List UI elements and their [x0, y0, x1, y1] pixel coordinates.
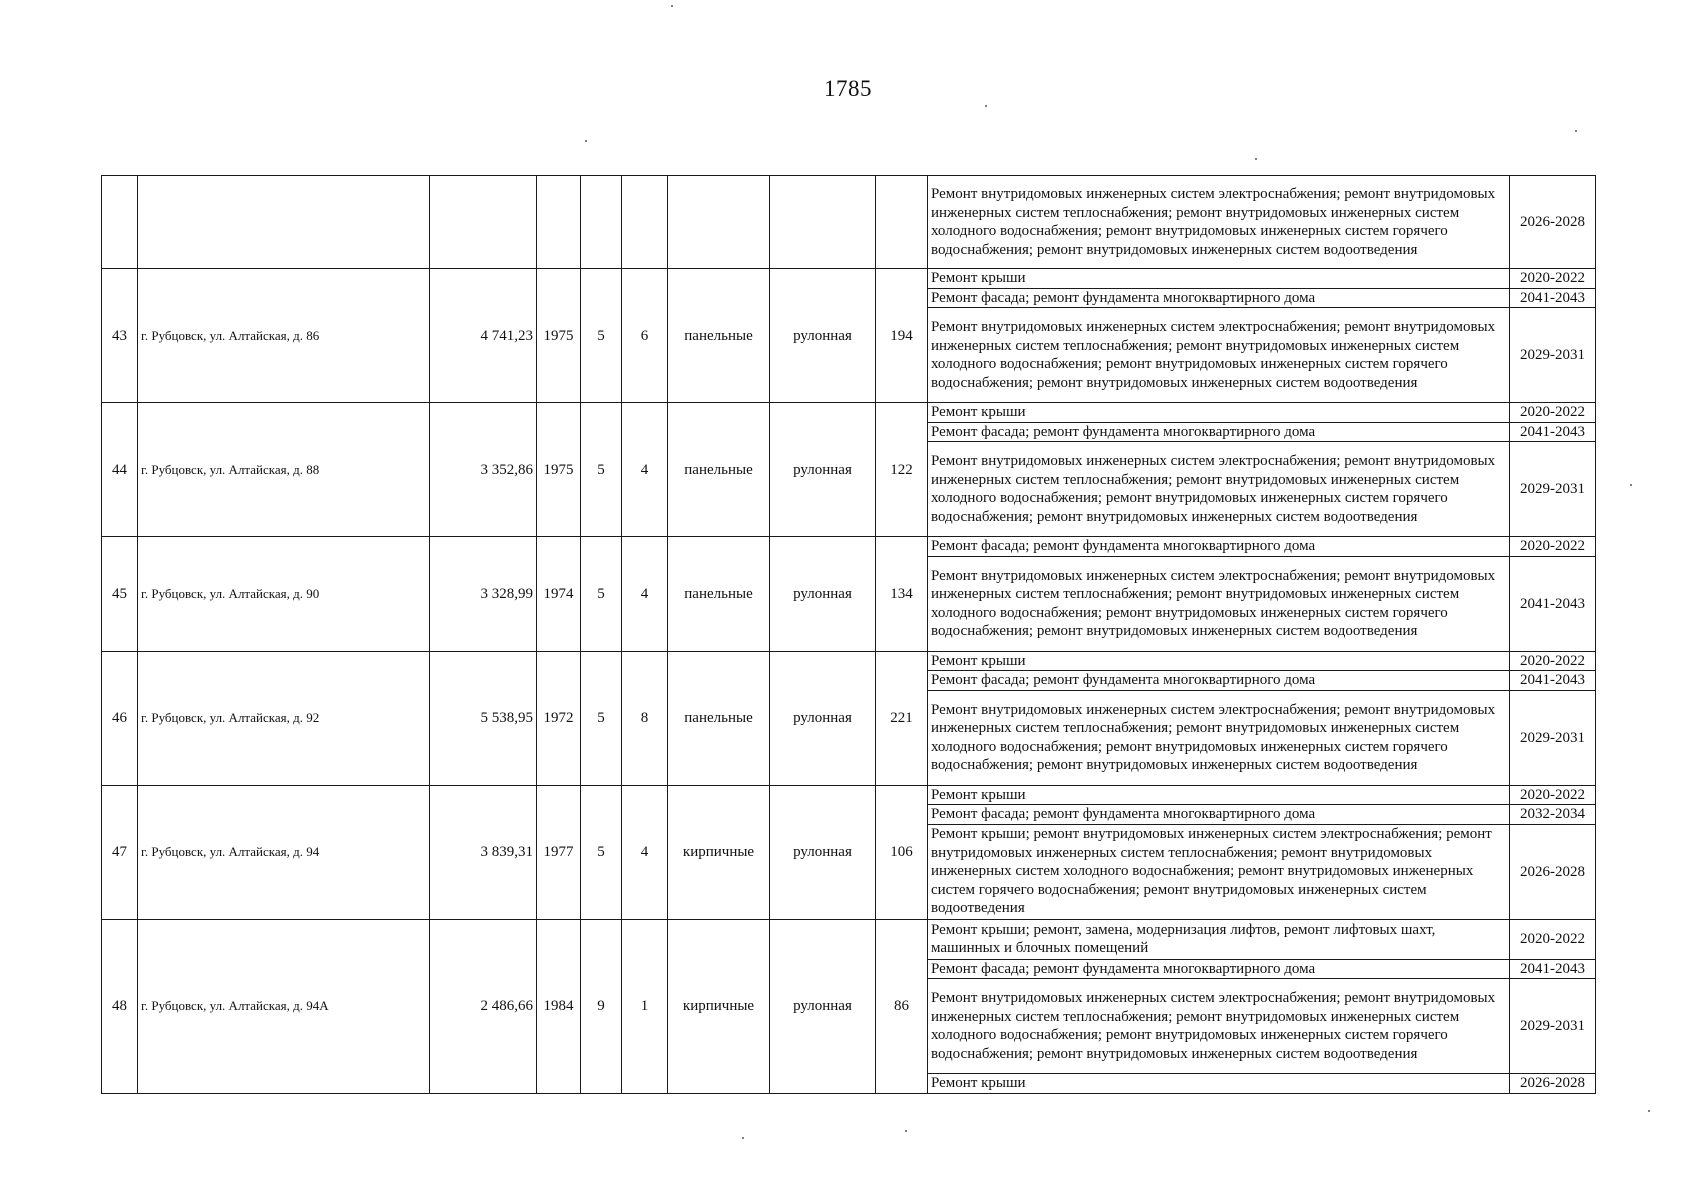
table-row — [102, 537, 1596, 557]
total-area: 5 538,95 — [430, 651, 537, 785]
work-description: Ремонт фасада; ремонт фундамента многоквартирного дома — [928, 422, 1510, 442]
table-row — [102, 651, 1596, 671]
roof-type: рулонная — [770, 651, 876, 785]
empty-cell — [622, 176, 668, 269]
entrance-count: 4 — [622, 403, 668, 537]
floor-count: 5 — [581, 785, 622, 919]
construction-year: 1975 — [537, 403, 581, 537]
empty-cell — [138, 176, 430, 269]
building-address: г. Рубцовск, ул. Алтайская, д. 92 — [138, 651, 430, 785]
capital-repair-table — [101, 175, 1596, 1094]
construction-year: 1977 — [537, 785, 581, 919]
work-period: 2020-2022 — [1510, 403, 1596, 423]
scan-speck — [1575, 130, 1577, 132]
table-row — [102, 176, 1596, 269]
work-description: Ремонт крыши — [928, 785, 1510, 805]
work-description: Ремонт внутридомовых инженерных систем электроснабжения; ремонт внутридомовых инженерных систем теплоснабжения; ремонт внутридомовых инженерных систем холодного водоснабжения; ремонт внутридомовых инженерных систем горячего водоснабжения; ремонт внутридомовых инженерных систем водоотведения — [928, 690, 1510, 785]
work-period: 2020-2022 — [1510, 651, 1596, 671]
building-address: г. Рубцовск, ул. Алтайская, д. 94 — [138, 785, 430, 919]
work-description: Ремонт внутридомовых инженерных систем электроснабжения; ремонт внутридомовых инженерных систем теплоснабжения; ремонт внутридомовых инженерных систем холодного водоснабжения; ремонт внутридомовых инженерных систем горячего водоснабжения; ремонт внутридомовых инженерных систем водоотведения — [928, 442, 1510, 537]
work-period: 2026-2028 — [1510, 176, 1596, 269]
row-number: 43 — [102, 269, 138, 403]
work-period: 2041-2043 — [1510, 556, 1596, 651]
work-period: 2029-2031 — [1510, 442, 1596, 537]
work-description: Ремонт фасада; ремонт фундамента многоквартирного дома — [928, 288, 1510, 308]
floor-count: 5 — [581, 537, 622, 652]
work-description: Ремонт фасада; ремонт фундамента многоквартирного дома — [928, 959, 1510, 979]
roof-type: рулонная — [770, 537, 876, 652]
work-description: Ремонт крыши — [928, 269, 1510, 289]
entrance-count: 4 — [622, 537, 668, 652]
entrance-count: 8 — [622, 651, 668, 785]
resident-count: 122 — [876, 403, 928, 537]
floor-count: 5 — [581, 269, 622, 403]
wall-material: панельные — [668, 403, 770, 537]
empty-cell — [770, 176, 876, 269]
resident-count: 134 — [876, 537, 928, 652]
work-period: 2041-2043 — [1510, 422, 1596, 442]
row-number: 48 — [102, 919, 138, 1093]
entrance-count: 4 — [622, 785, 668, 919]
total-area: 4 741,23 — [430, 269, 537, 403]
total-area: 3 352,86 — [430, 403, 537, 537]
floor-count: 9 — [581, 919, 622, 1093]
scan-speck — [585, 140, 587, 142]
work-description: Ремонт фасада; ремонт фундамента многоквартирного дома — [928, 671, 1510, 691]
wall-material: панельные — [668, 269, 770, 403]
resident-count: 194 — [876, 269, 928, 403]
construction-year: 1974 — [537, 537, 581, 652]
wall-material: кирпичные — [668, 785, 770, 919]
work-period: 2026-2028 — [1510, 824, 1596, 919]
empty-cell — [102, 176, 138, 269]
row-number: 44 — [102, 403, 138, 537]
table-row — [102, 269, 1596, 289]
scan-speck — [985, 105, 987, 107]
row-number: 45 — [102, 537, 138, 652]
construction-year: 1984 — [537, 919, 581, 1093]
row-number: 47 — [102, 785, 138, 919]
work-period: 2032-2034 — [1510, 805, 1596, 825]
empty-cell — [537, 176, 581, 269]
floor-count: 5 — [581, 403, 622, 537]
work-period: 2020-2022 — [1510, 537, 1596, 557]
work-period: 2041-2043 — [1510, 959, 1596, 979]
building-address: г. Рубцовск, ул. Алтайская, д. 94А — [138, 919, 430, 1093]
work-period: 2026-2028 — [1510, 1074, 1596, 1094]
empty-cell — [668, 176, 770, 269]
resident-count: 106 — [876, 785, 928, 919]
scan-speck — [1630, 484, 1632, 486]
work-description: Ремонт фасада; ремонт фундамента многоквартирного дома — [928, 537, 1510, 557]
work-description: Ремонт фасада; ремонт фундамента многоквартирного дома — [928, 805, 1510, 825]
total-area: 3 839,31 — [430, 785, 537, 919]
work-description: Ремонт крыши — [928, 651, 1510, 671]
work-description: Ремонт внутридомовых инженерных систем электроснабжения; ремонт внутридомовых инженерных систем теплоснабжения; ремонт внутридомовых инженерных систем холодного водоснабжения; ремонт внутридомовых инженерных систем горячего водоснабжения; ремонт внутридомовых инженерных систем водоотведения — [928, 176, 1510, 269]
work-description: Ремонт крыши — [928, 403, 1510, 423]
building-address: г. Рубцовск, ул. Алтайская, д. 88 — [138, 403, 430, 537]
table-row — [102, 919, 1596, 959]
entrance-count: 1 — [622, 919, 668, 1093]
scan-speck — [905, 1130, 907, 1132]
work-period: 2029-2031 — [1510, 690, 1596, 785]
building-address: г. Рубцовск, ул. Алтайская, д. 86 — [138, 269, 430, 403]
empty-cell — [876, 176, 928, 269]
table-row — [102, 403, 1596, 423]
total-area: 2 486,66 — [430, 919, 537, 1093]
empty-cell — [581, 176, 622, 269]
roof-type: рулонная — [770, 919, 876, 1093]
work-period: 2041-2043 — [1510, 671, 1596, 691]
total-area: 3 328,99 — [430, 537, 537, 652]
roof-type: рулонная — [770, 269, 876, 403]
work-period: 2029-2031 — [1510, 308, 1596, 403]
scan-speck — [1648, 1110, 1650, 1112]
building-address: г. Рубцовск, ул. Алтайская, д. 90 — [138, 537, 430, 652]
work-description: Ремонт внутридомовых инженерных систем электроснабжения; ремонт внутридомовых инженерных систем теплоснабжения; ремонт внутридомовых инженерных систем холодного водоснабжения; ремонт внутридомовых инженерных систем горячего водоснабжения; ремонт внутридомовых инженерных систем водоотведения — [928, 308, 1510, 403]
work-description: Ремонт крыши; ремонт, замена, модернизация лифтов, ремонт лифтовых шахт, машинных и блочных помещений — [928, 919, 1510, 959]
work-description: Ремонт крыши — [928, 1074, 1510, 1094]
resident-count: 221 — [876, 651, 928, 785]
work-description: Ремонт внутридомовых инженерных систем электроснабжения; ремонт внутридомовых инженерных систем теплоснабжения; ремонт внутридомовых инженерных систем холодного водоснабжения; ремонт внутридомовых инженерных систем горячего водоснабжения; ремонт внутридомовых инженерных систем водоотведения — [928, 979, 1510, 1074]
scan-speck — [742, 1137, 744, 1139]
wall-material: панельные — [668, 537, 770, 652]
work-description: Ремонт крыши; ремонт внутридомовых инженерных систем электроснабжения; ремонт внутридомовых инженерных систем теплоснабжения; ремонт внутридомовых инженерных систем холодного водоснабжения; ремонт внутридомовых инженерных систем горячего водоснабжения; ремонт внутридомовых инженерных систем водоотведения — [928, 824, 1510, 919]
work-period: 2029-2031 — [1510, 979, 1596, 1074]
scan-speck — [671, 5, 673, 7]
row-number: 46 — [102, 651, 138, 785]
table-row — [102, 785, 1596, 805]
scan-speck — [1255, 158, 1257, 160]
construction-year: 1972 — [537, 651, 581, 785]
work-period: 2020-2022 — [1510, 269, 1596, 289]
roof-type: рулонная — [770, 403, 876, 537]
construction-year: 1975 — [537, 269, 581, 403]
entrance-count: 6 — [622, 269, 668, 403]
page-number: 1785 — [824, 76, 872, 101]
wall-material: кирпичные — [668, 919, 770, 1093]
work-period: 2020-2022 — [1510, 785, 1596, 805]
wall-material: панельные — [668, 651, 770, 785]
resident-count: 86 — [876, 919, 928, 1093]
empty-cell — [430, 176, 537, 269]
work-description: Ремонт внутридомовых инженерных систем электроснабжения; ремонт внутридомовых инженерных систем теплоснабжения; ремонт внутридомовых инженерных систем холодного водоснабжения; ремонт внутридомовых инженерных систем горячего водоснабжения; ремонт внутридомовых инженерных систем водоотведения — [928, 556, 1510, 651]
work-period: 2020-2022 — [1510, 919, 1596, 959]
work-period: 2041-2043 — [1510, 288, 1596, 308]
floor-count: 5 — [581, 651, 622, 785]
roof-type: рулонная — [770, 785, 876, 919]
